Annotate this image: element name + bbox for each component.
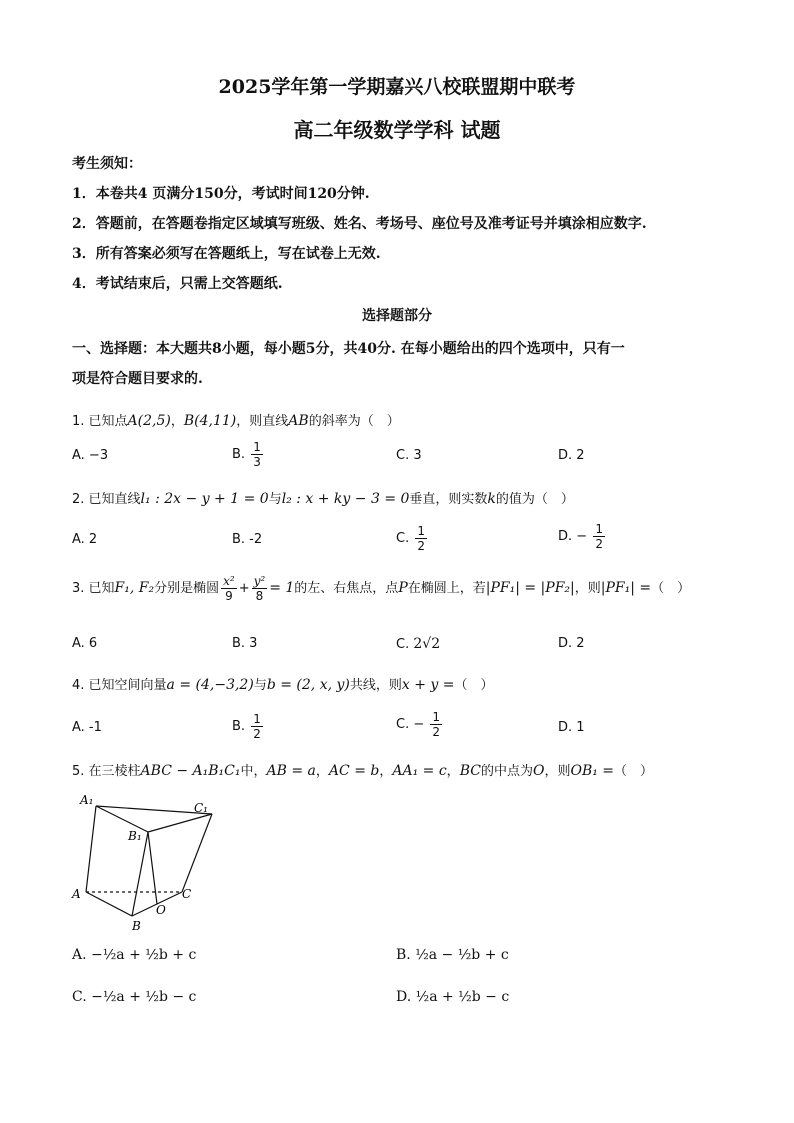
label-c: C [182, 887, 192, 901]
q1-option-d: D. 2 [558, 448, 585, 463]
exam-title: 2025学年第一学期嘉兴八校联盟期中联考 [218, 76, 576, 98]
q2-option-c: C. $\frac{1}{2}$ [396, 524, 425, 553]
q4-option-c: C. − $\frac{1}{2}$ [396, 710, 441, 739]
section-heading: 选择题部分 [362, 308, 432, 324]
label-c1: C₁ [194, 801, 208, 815]
exam-subtitle: 高二年级数学学科 试题 [293, 118, 501, 142]
question-2: 2. 已知直线l₁ : 2x − y + 1 = 0与l₂ : x + ky − 3 = 0垂直，则实数k的值为（ ） [72, 491, 574, 507]
q1-option-c: C. 3 [396, 448, 422, 463]
notice-item-3: 3．所有答案必须写在答题纸上，写在试卷上无效. [72, 246, 381, 262]
q4-option-b: B. $\frac{1}{2}$ [232, 712, 261, 741]
label-a: A [72, 887, 81, 901]
label-b: B [132, 919, 141, 933]
q1-option-a: A. −3 [72, 448, 109, 463]
notice-item-1: 1．本卷共4 页满分150分，考试时间120分钟. [72, 186, 370, 202]
q5-option-a: A. −½a + ½b + c [72, 947, 197, 963]
section-instruction-2: 项是符合题目要求的. [72, 371, 203, 387]
q5-option-d: D. ½a + ½b − c [396, 989, 510, 1005]
q2-option-a: A. 2 [72, 532, 98, 547]
q2-option-b: B. -2 [232, 532, 263, 547]
question-3: 3. 已知F₁, F₂分别是椭圆 $\frac{\text{x²}}{9}$ + $\frac{\text{y²}}{8}$ = 1的左、右焦点，点P在椭圆上，若|PF₁| = |PF₂|，则|PF₁| =（ ） [72, 574, 691, 603]
q3-option-d: D. 2 [558, 636, 585, 651]
q4-option-a: A. -1 [72, 720, 102, 735]
question-1: 1. 已知点A(2,5)，B(4,11)，则直线AB的斜率为（ ） [72, 413, 400, 429]
notice-item-4: 4．考试结束后，只需上交答题纸. [72, 276, 283, 292]
notice-item-2: 2．答题前，在答题卷指定区域填写班级、姓名、考场号、座位号及准考证号并填涂相应数字. [72, 216, 647, 232]
q1-option-b: B. $\frac{1}{3}$ [232, 440, 261, 469]
q5-option-b: B. ½a − ½b + c [396, 947, 509, 963]
q3-option-c: C. 2√2 [396, 636, 441, 652]
question-4: 4. 已知空间向量a = (4,−3,2)与b = (2, x, y)共线，则x + y =（ ） [72, 677, 494, 693]
q3-option-a: A. 6 [72, 636, 98, 651]
label-b1: B₁ [128, 829, 142, 843]
q4-option-d: D. 1 [558, 720, 585, 735]
notice-heading: 考生须知： [72, 156, 142, 172]
q3-option-b: B. 3 [232, 636, 258, 651]
question-5: 5. 在三棱柱ABC − A₁B₁C₁中，AB = a，AC = b，AA₁ = c，BC的中点为O，则OB₁ =（ ） [72, 763, 654, 779]
label-a1: A₁ [80, 793, 94, 807]
prism-figure [70, 788, 220, 938]
section-instruction-1: 一、选择题：本大题共8小题，每小题5分，共40分. 在每小题给出的四个选项中，只有一 [72, 341, 625, 357]
q2-option-d: D. − $\frac{1}{2}$ [558, 522, 603, 551]
label-o: O [156, 903, 166, 917]
q5-option-c: C. −½a + ½b − c [72, 989, 197, 1005]
